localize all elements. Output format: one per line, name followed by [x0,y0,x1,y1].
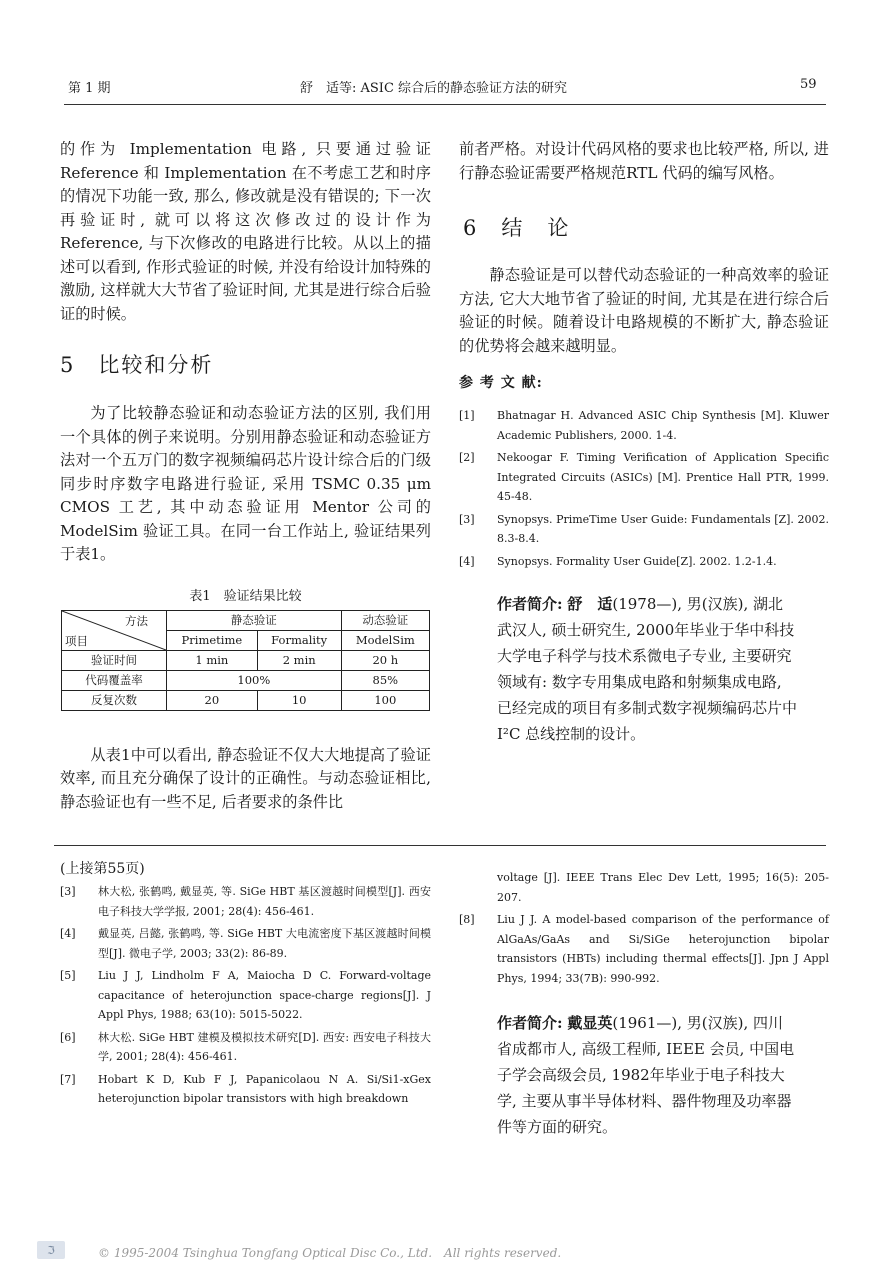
reference-text: voltage [J]. IEEE Trans Elec Dev Lett, 1995; 16(5): 205-207. [497,871,829,904]
right-paragraph-2: 静态验证是可以替代动态验证的一种高效率的验证方法, 它大大地节省了验证的时间, 尤其是在进行综合后验证的时候。随着设计电路规模的不断扩大, 静态验证的优势将会越来越明显。 [459,266,829,355]
reference-item [60,1070,431,1109]
right-column [459,138,829,747]
bio-label: 作者简介: [497,1014,563,1032]
reference-number: [6] [60,1030,76,1044]
results-table-wrap [60,610,431,711]
left-paragraph-2: 为了比较静态验证和动态验证方法的区别, 我们用一个具体的例子来说明。分别用静态验证和动态验证方法对一个五万门的数字视频编码芯片设计综合后的门级同步时序数字电路进行验证, 采用 TSMC 0.35 μm CMOS 工艺, 其中动态验证用 Mentor 公司的ModelSim 验证工具。在同一台工作站上, 验证结果列于表1。 [60,404,431,563]
issue-label: 第 1 期 [68,81,111,96]
lower-left-column [60,858,431,1112]
reference-text: 戴显英, 吕懿, 张鹤鸣, 等. SiGe HBT 大电流密度下基区渡越时间模型[J]. 微电子学, 2003; 33(2): 86-89. [98,927,431,960]
author-bio-1 [459,591,797,747]
cell: 10 [257,690,341,710]
row-label: 验证时间 [62,650,167,670]
section-5-title: 5 比较和分析 [60,353,214,377]
reference-text: Synopsys. PrimeTime User Guide: Fundamentals [Z]. 2002. 8.3-8.4. [497,512,829,545]
author-bio-2 [459,1010,797,1140]
row-label: 反复次数 [62,690,167,710]
reference-number: [2] [459,451,475,464]
cell: 20 [167,690,258,710]
left-paragraph-1: 的作为 Implementation 电路, 只要通过验证 Reference 和 Implementation 在不考虑工艺和时序的情况下功能一致, 那么, 修改就是没有错误的; 下一次再验证时, 就可以将这次修改过的设计作为 Reference, 与下次修改的电路进行比较。从以上的描述可以看到, 作形式验证的时候, 并没有给设计加特殊的激励, 这样就大大节省了验证时间, 尤其是进行综合后验证的时候。 [60,140,431,323]
group-dynamic-header: 动态验证 [341,610,429,630]
table-row [62,670,430,690]
reference-item [459,448,829,507]
reference-text: Liu J J, Lindholm F A, Maiocha D C. Forward-voltage capacitance of heterojunction space-charge regions[J]. J Appl Phys, 1988; 63(10): 5015-5022. [98,969,431,1021]
reference-text: Liu J J. A model-based comparison of the performance of AlGaAs/GaAs and Si/SiGe heterojunction bipolar transistors (HBTs) including thermal effects[J]. Jpn J Appl Phys, 1994; 33(7B): 990-992. [497,913,829,985]
reference-number: [1] [459,409,475,422]
reference-continuation [459,868,829,907]
corner-method-label: 方法 [125,613,148,628]
bio-text: (1978—), 男(汉族), 湖北武汉人, 硕士研究生, 2000年毕业于华中科技大学电子科学与技术系微电子专业, 主要研究领域有: 数字专用集成电路和射频集成电路, 已经完成的项目有多制式数字视频编码芯片中 I²C 总线控制的设计。 [497,595,798,743]
reference-number: [5] [60,969,76,982]
bio-author-name: 戴显英 [567,1014,613,1032]
right-paragraph-1: 前者严格。对设计代码风格的要求也比较严格, 所以, 进行静态验证需要严格规范RTL 代码的编写风格。 [459,140,829,182]
lower-right-column [459,868,829,1140]
reference-text: Nekoogar F. Timing Verification of Application Specific Integrated Circuits (ASICs) [M]. Prentice Hall PTR, 1999. 45-48. [497,451,829,503]
running-title: 舒 适等: ASIC 综合后的静态验证方法的研究 [300,81,568,96]
reference-item [459,552,829,572]
continued-reference-list [60,882,431,1109]
reference-text: 林大松, 张鹤鸣, 戴显英, 等. SiGe HBT 基区渡越时间模型[J]. 西安电子科技大学学报, 2001; 28(4): 456-461. [98,885,431,918]
reference-number: [4] [60,927,76,940]
continued-from-label: (上接第55页) [60,861,145,877]
table-corner-cell [62,610,167,650]
svg-text:ℑ: ℑ [47,1244,55,1257]
table-row [62,690,430,710]
reference-text: Hobart K D, Kub F J, Papanicolaou N A. Si/Si1-xGex heterojunction bipolar transistors with high breakdown [98,1072,431,1105]
reference-text: Synopsys. Formality User Guide[Z]. 2002. 1.2-1.4. [497,554,777,568]
cell: 85% [341,670,429,690]
table-caption: 表1 验证结果比较 [189,588,302,604]
reference-item [60,966,431,1025]
section-6-title: 6 结 论 [463,216,571,240]
reference-item [459,510,829,549]
reference-item [60,1028,431,1067]
row-label: 代码覆盖率 [62,670,167,690]
publisher-logo-icon [36,1240,66,1260]
bio-label: 作者简介: [497,595,563,613]
page-number: 59 [800,77,817,92]
table-header-row [62,610,430,630]
tool-modelsim: ModelSim [341,630,429,650]
corner-item-label: 项目 [65,633,88,648]
tool-primetime: Primetime [167,630,258,650]
reference-number: [7] [60,1072,76,1086]
cell: 2 min [257,650,341,670]
bio-author-name: 舒 适 [567,595,613,613]
left-column [60,138,431,814]
reference-list [459,406,829,571]
cell: 100 [341,690,429,710]
reference-number: [3] [459,512,475,526]
reference-number: [4] [459,554,475,568]
reference-item [459,910,829,988]
left-paragraph-3: 从表1中可以看出, 静态验证不仅大大地提高了验证效率, 而且充分确保了设计的正确性。与动态验证相比, 静态验证也有一些不足, 后者要求的条件比 [60,745,431,811]
continued-reference-list-2 [459,868,829,988]
copyright-notice: © 1995-2004 Tsinghua Tongfang Optical Disc Co., Ltd. All rights reserved. [98,1246,562,1260]
cell: 1 min [167,650,258,670]
reference-number: [3] [60,885,76,898]
cell: 20 h [341,650,429,670]
reference-item [60,882,431,921]
reference-text: 林大松. SiGe HBT 建模及模拟技术研究[D]. 西安: 西安电子科技大学, 2001; 28(4): 456-461. [98,1030,431,1063]
results-table [61,610,430,711]
reference-text: Bhatnagar H. Advanced ASIC Chip Synthesis [M]. Kluwer Academic Publishers, 2000. 1-4. [497,409,829,442]
table-row [62,650,430,670]
bio-text: (1961—), 男(汉族), 四川省成都市人, 高级工程师, IEEE 会员, 中国电子学会高级会员, 1982年毕业于电子科技大学, 主要从事半导体材料、器件物理及功率器件等方面的研究。 [497,1014,795,1136]
cell-merged: 100% [167,670,342,690]
header-rule [64,104,826,105]
reference-item [459,406,829,445]
reference-item [60,924,431,963]
references-title: 参 考 文 献: [459,375,543,391]
group-static-header: 静态验证 [167,610,342,630]
section-separator [54,845,826,846]
reference-number: [8] [459,913,475,926]
tool-formality: Formality [257,630,341,650]
